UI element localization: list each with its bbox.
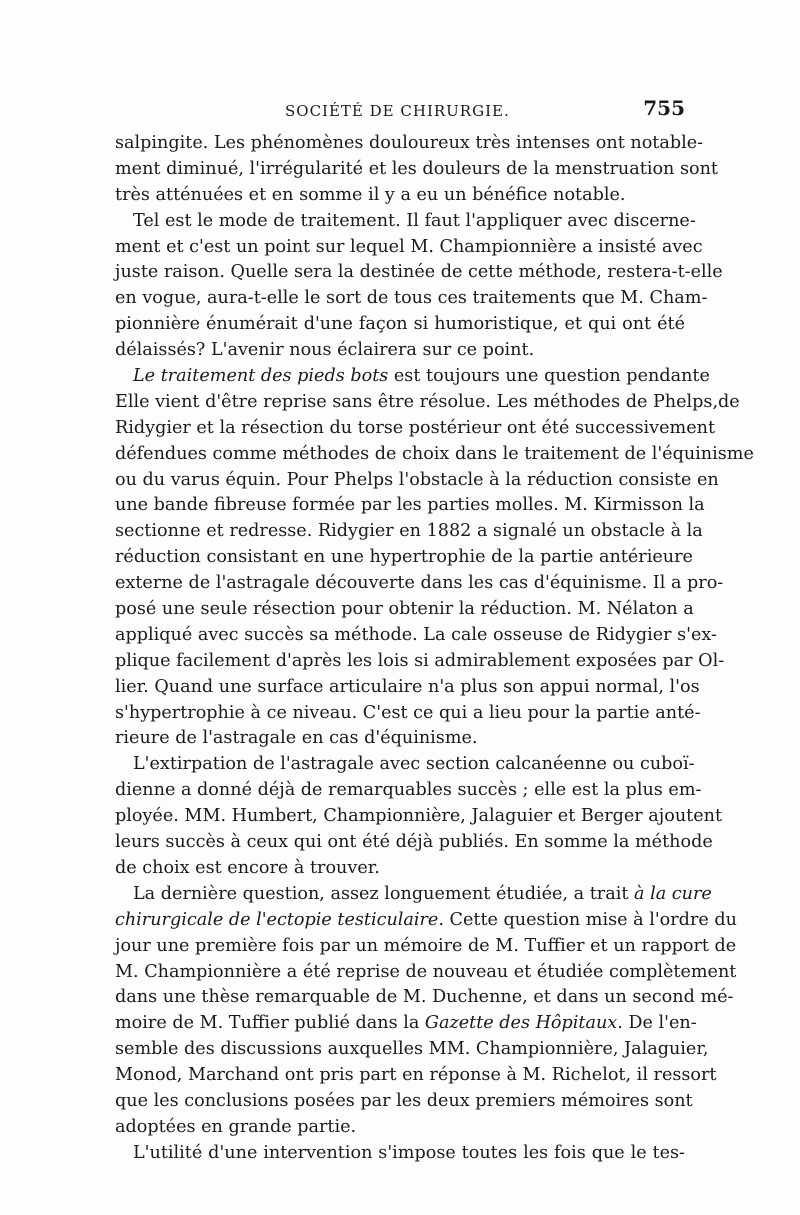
text-line [115,830,713,856]
text-segment: leurs succès à ceux qui ont été déjà publiés. En somme la méthode [115,832,713,853]
text-line [115,312,685,338]
paragraph [115,131,718,209]
text-segment: externe de l'astragale découverte dans les cas d'équinisme. Il a pro- [115,573,724,594]
text-segment: délaissés? L'avenir nous éclairera sur ce point. [115,340,535,361]
text-segment: semble des discussions auxquelles MM. Championnière, Jalaguier, [115,1039,709,1060]
text-line [115,856,685,882]
text-line [115,882,712,908]
text-line [115,649,725,675]
text-segment: ment et c'est un point sur lequel M. Championnière a insisté avec [115,236,703,257]
text-line [115,1063,717,1089]
running-title: SOCIÉTÉ DE CHIRURGIE. [285,102,510,120]
text-segment: pionnière énumérait d'une façon si humoristique, et qui ont été [115,314,685,335]
text-line [115,131,704,157]
text-line [115,390,740,416]
text-segment: Cette question mise à l'ordre du [443,909,737,930]
text-segment: Elle vient d'être reprise sans être résolue. Les méthodes de Phelps,de [115,391,740,412]
text-line [115,623,717,649]
body-text [115,131,754,1167]
text-segment: réduction consistant en une hypertrophie de la partie antérieure [115,547,693,568]
text-line [115,1089,693,1115]
text-line [115,726,685,752]
text-segment: rieure de l'astragale en cas d'équinisme. [115,728,478,749]
text-line [115,908,737,934]
text-segment: appliqué avec succès sa méthode. La cale osseuse de Ridygier s'ex- [115,624,717,645]
text-segment: De l'en- [622,1013,697,1034]
text-line [115,778,702,804]
text-line [115,934,737,960]
text-segment: ment diminué, l'irrégularité et les douleurs de la menstruation sont [115,158,718,179]
text-line [115,597,694,623]
text-line [115,183,685,209]
text-segment: La dernière question, assez longuement étudiée, a trait [133,883,634,904]
text-line [115,1037,709,1063]
text-line [115,493,705,519]
text-segment: s'hypertrophie à ce niveau. C'est ce qui a lieu pour la partie anté- [115,702,701,723]
italic-text: Gazette des Hôpitaux. [424,1013,623,1034]
text-line [115,752,695,778]
text-segment: dans une thèse remarquable de M. Duchenne, et dans un second mé- [115,987,734,1008]
text-segment: L'utilité d'une intervention s'impose toutes les fois que le tes- [133,1142,685,1163]
text-segment: Ridygier et la résection du torse postérieur ont été successivement [115,417,716,438]
paragraph [115,882,737,1141]
text-line [115,209,696,235]
text-segment: adoptées en grande partie. [115,1116,357,1137]
text-line [115,1115,685,1141]
text-line [115,442,754,468]
text-line [115,985,734,1011]
text-segment: juste raison. Quelle sera la destinée de cette méthode, restera-t-elle [115,262,723,283]
text-segment: de choix est encore à trouver. [115,857,380,878]
text-segment: lier. Quand une surface articulaire n'a plus son appui normal, l'os [115,676,700,697]
text-line [115,260,723,286]
text-segment: moire de M. Tuffier publié dans la [115,1013,425,1034]
italic-text: chirurgicale de l'ectopie testiculaire. [115,909,444,930]
text-segment: plique facilement d'après les lois si admirablement exposées par Ol- [115,650,725,671]
text-line [115,675,700,701]
text-line [115,286,708,312]
running-head [115,92,685,132]
paragraph [115,364,754,752]
text-segment: L'extirpation de l'astragale avec section calcanéenne ou cuboï- [133,754,695,775]
text-line [115,468,719,494]
page-number: 755 [643,96,685,120]
text-segment: ou du varus équin. Pour Phelps l'obstacle à la réduction consiste en [115,469,719,490]
italic-text: à la cure [634,883,712,904]
text-segment: sectionne et redresse. Ridygier en 1882 a signalé un obstacle à la [115,521,703,542]
paragraph [115,209,723,364]
text-segment: Tel est le mode de traitement. Il faut l'appliquer avec discerne- [133,210,696,231]
paragraph [115,752,723,881]
text-line [115,1141,685,1167]
text-line [115,545,693,571]
text-segment: posé une seule résection pour obtenir la réduction. M. Nélaton a [115,599,694,620]
text-line [115,701,701,727]
text-segment: M. Championnière a été reprise de nouveau et étudiée complètement [115,961,737,982]
text-line [115,571,724,597]
text-line [115,416,716,442]
text-segment: Monod, Marchand ont pris part en réponse à M. Richelot, il ressort [115,1065,717,1086]
text-segment: une bande fibreuse formée par les parties molles. M. Kirmisson la [115,495,705,516]
paragraph [115,1141,685,1167]
text-segment: très atténuées et en somme il y a eu un bénéfice notable. [115,184,626,205]
text-segment: ployée. MM. Humbert, Championnière, Jalaguier et Berger ajoutent [115,806,723,827]
text-segment: que les conclusions posées par les deux premiers mémoires sont [115,1090,693,1111]
text-line [115,338,685,364]
text-segment: est toujours une question pendante [388,366,710,387]
text-line [115,1011,697,1037]
text-segment: jour une première fois par un mémoire de M. Tuffier et un rapport de [115,935,737,956]
text-line [115,804,723,830]
text-segment: en vogue, aura-t-elle le sort de tous ces traitements que M. Cham- [115,288,708,309]
text-line [115,519,703,545]
text-segment: défendues comme méthodes de choix dans le traitement de l'équinisme [115,443,754,464]
text-line [115,960,737,986]
text-line [115,235,703,261]
text-segment: salpingite. Les phénomènes douloureux très intenses ont notable- [115,133,704,153]
text-segment: dienne a donné déjà de remarquables succès ; elle est la plus em- [115,780,702,801]
text-line [115,364,710,390]
text-line [115,157,718,183]
italic-text: Le traitement des pieds bots [133,366,389,387]
